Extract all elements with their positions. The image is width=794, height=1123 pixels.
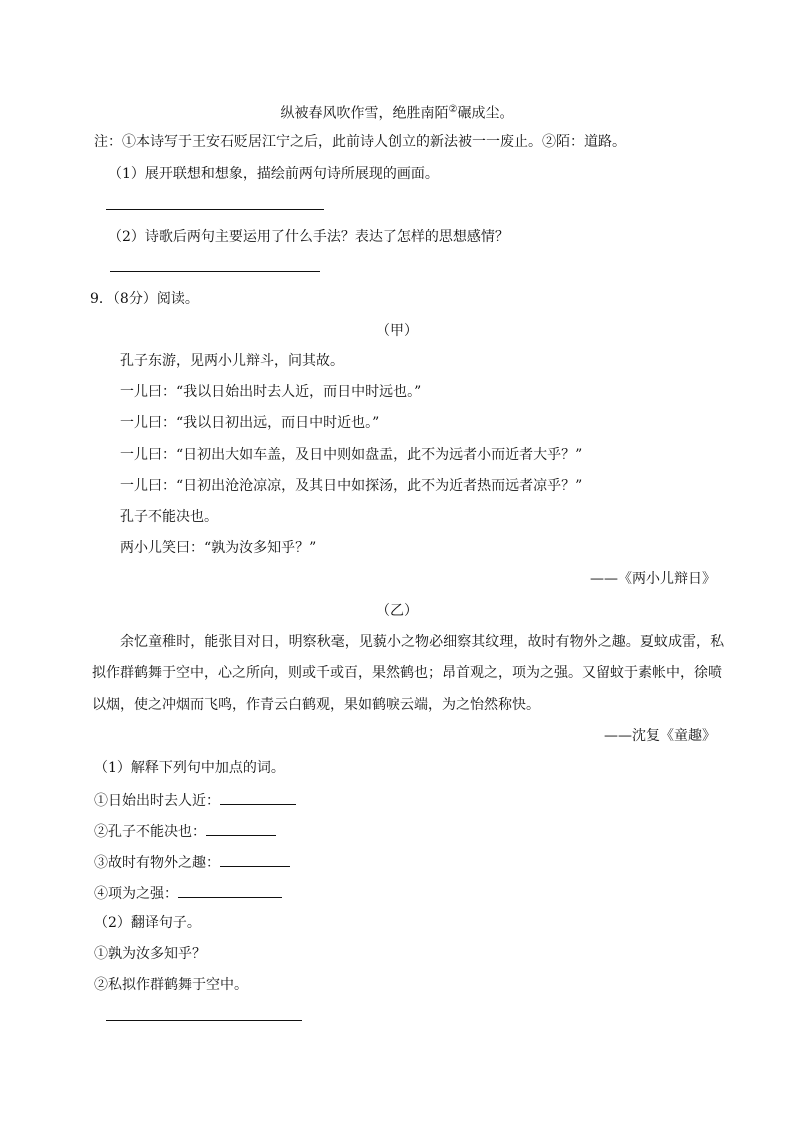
footnote-mark: ② — [448, 104, 458, 115]
passage-jia-source: ——《两小儿辩日》 — [590, 571, 716, 587]
q9-sub1-item — [94, 883, 282, 903]
q9-header: 9．（8分）阅读。 — [90, 291, 199, 307]
poem-line — [0, 101, 794, 123]
passage-jia-line: 两小儿笑曰：“孰为汝多知乎？” — [120, 540, 317, 556]
q9-sub1-item — [94, 790, 296, 810]
passage-yi-source: ——沈复《童趣》 — [604, 728, 716, 744]
q9-sub2-title: （2）翻译句子。 — [94, 915, 201, 931]
q8-sub1: （1）展开联想和想象，描绘前两句诗所展现的画面。 — [108, 166, 439, 182]
answer-blank[interactable] — [220, 852, 290, 867]
passage-yi-line: 以烟，使之冲烟而飞鸣，作青云白鹤观，果如鹤唳云端，为之怡然称快。 — [92, 697, 540, 713]
q9-sub1-item-text: ②孔子不能决也： — [94, 824, 206, 840]
q9-sub1-item-text: ①日始出时去人近： — [94, 793, 220, 809]
passage-jia-line: 一儿曰：“日初出大如车盖，及日中则如盘盂，此不为远者小而近者大乎？” — [120, 447, 583, 463]
passage-jia-line: 孔子不能决也。 — [120, 509, 218, 525]
passage-jia-line: 一儿曰：“我以日始出时去人近，而日中时远也。” — [120, 384, 422, 400]
q9-sub1-item — [94, 852, 290, 872]
poem-line-before: 纵被春风吹作雪，绝胜南陌 — [280, 105, 449, 122]
passage-yi-line: 余忆童稚时，能张目对日，明察秋毫，见藐小之物必细察其纹理，故时有物外之趣。夏蚊成雷，私 — [120, 634, 725, 650]
answer-line-q9-2[interactable] — [106, 1020, 302, 1021]
passage-jia-title: （甲） — [376, 323, 418, 339]
passage-jia-line: 一儿曰：“我以日初出远，而日中时近也。” — [120, 415, 380, 431]
q8-sub2: （2）诗歌后两句主要运用了什么手法？表达了怎样的思想感情？ — [108, 229, 509, 245]
q9-sub1-item-text: ④项为之强： — [94, 886, 178, 902]
q9-sub2-item: ②私拟作群鹤舞于空中。 — [94, 977, 248, 993]
passage-yi-title: （乙） — [376, 603, 418, 619]
answer-blank[interactable] — [206, 821, 276, 836]
answer-blank[interactable] — [178, 883, 282, 898]
answer-line-q8-1[interactable] — [106, 209, 324, 210]
q9-sub1-item — [94, 821, 276, 841]
q9-sub1-title: （1）解释下列句中加点的词。 — [94, 760, 285, 776]
answer-blank[interactable] — [220, 790, 296, 805]
passage-jia-line: 孔子东游，见两小儿辩斗，问其故。 — [120, 353, 344, 369]
passage-jia-line: 一儿曰：“日初出沧沧凉凉，及其日中如探汤，此不为近者热而远者凉乎？” — [120, 478, 583, 494]
poem-line-after: 碾成尘。 — [457, 105, 514, 122]
q9-sub1-item-text: ③故时有物外之趣： — [94, 855, 220, 871]
answer-line-q8-2[interactable] — [110, 271, 320, 272]
footnote: 注：①本诗写于王安石贬居江宁之后，此前诗人创立的新法被一一废止。②陌：道路。 — [94, 134, 626, 150]
passage-yi-line: 拟作群鹤舞于空中，心之所向，则或千或百，果然鹤也；昂首观之，项为之强。又留蚊于素帐中，徐喷 — [92, 665, 722, 681]
q9-sub2-item: ①孰为汝多知乎？ — [94, 946, 206, 962]
